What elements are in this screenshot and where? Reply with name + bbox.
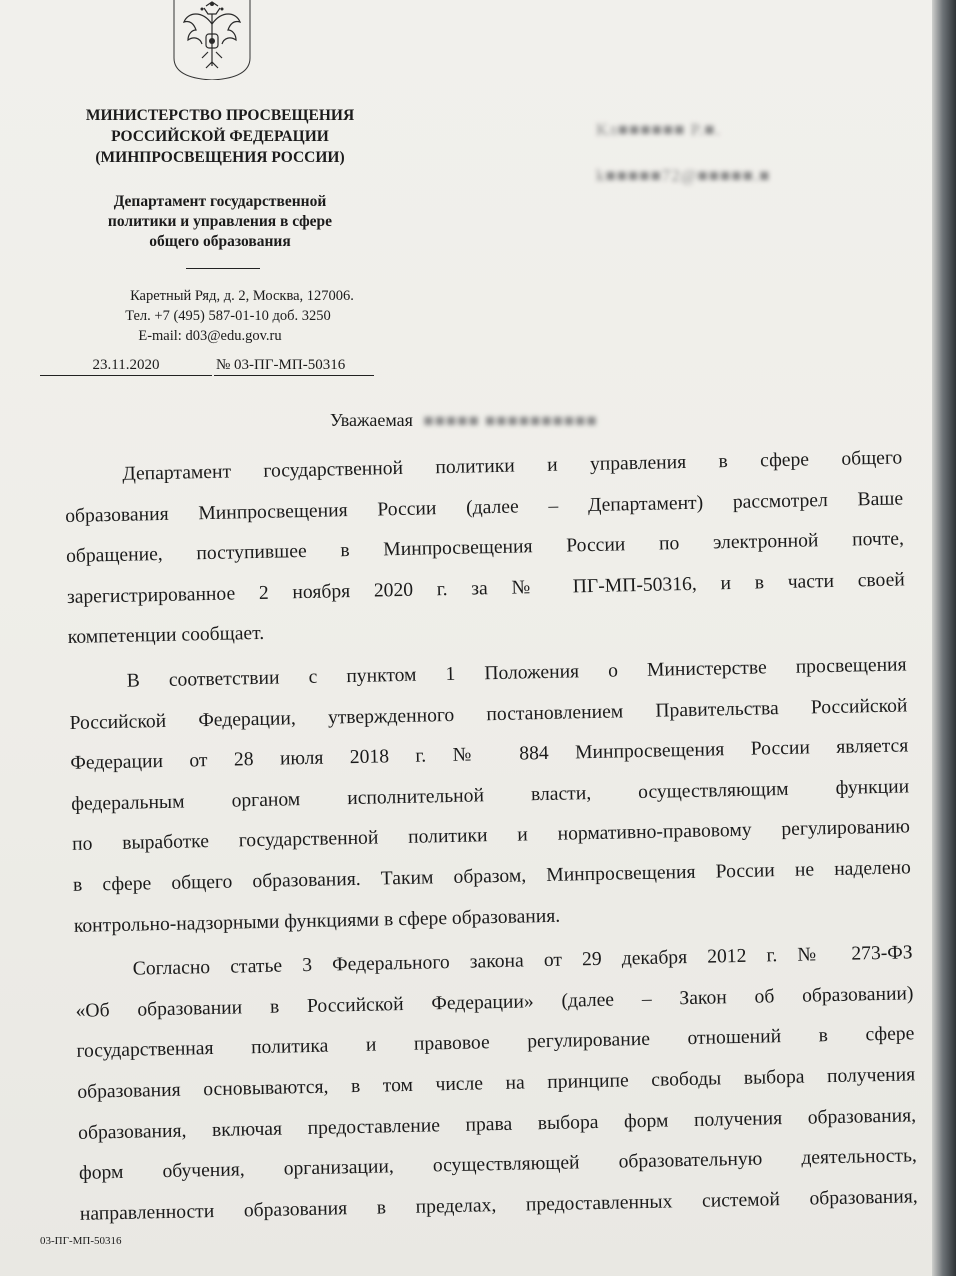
body-line: форм обучения, организации, осуществляющей образовательную деятельность, — [78, 1145, 918, 1184]
document-code: 03-ПГ-МП-50316 — [40, 1235, 122, 1247]
department-line: политики и управления в сфере — [107, 213, 333, 230]
letter-body — [64, 438, 918, 1235]
recipient-email: k■■■■■72@■■■■■.■ — [596, 166, 771, 185]
registration-number: № 03-ПГ-МП-50316 — [214, 357, 374, 376]
body-line: В соответствии с пунктом 1 Положения о Министерстве просвещения — [126, 654, 907, 692]
body-line: зарегистрированное 2 ноября 2020 г. за № ПГ-МП-50316, и в части своей — [66, 569, 905, 608]
ministry-line: РОССИЙСКОЙ ФЕДЕРАЦИИ — [111, 128, 329, 145]
page-shadow-edge — [932, 0, 956, 1276]
greeting — [330, 410, 598, 431]
body-line: компетенции сообщает. — [67, 623, 265, 649]
phone: Тел. +7 (495) 587-01-10 доб. 3250 — [125, 308, 331, 324]
recipient-name: Кл■■■■■■ Р.■. — [596, 120, 721, 139]
body-line: в сфере общего образования. Таким образом, Минпросвещения России не наделено — [72, 857, 912, 896]
body-line: направленности образования в пределах, предоставленных системой образования, — [79, 1185, 918, 1225]
body-line: образования основываются, в том числе на принципе свободы выбора получения — [77, 1064, 916, 1103]
body-line: образования, включая предоставление права выбора форм получения образования, — [77, 1104, 917, 1144]
greeting-prefix: Уважаемая — [330, 410, 413, 430]
department-line: общего образования — [149, 233, 291, 250]
email: E-mail: d03@edu.gov.ru — [138, 328, 282, 344]
department-line: Департамент государственной — [113, 193, 327, 210]
body-line: обращение, поступившее в Минпросвещения России по электронной почте, — [65, 528, 905, 568]
contact-block — [40, 286, 440, 346]
body-line: контрольно-надзорными функциями в сфере образования. — [73, 905, 561, 937]
header-divider — [186, 268, 260, 269]
body-line: образования Минпросвещения России (далее – Департамент) рассмотрел Ваше — [65, 488, 904, 527]
coat-of-arms-icon — [172, 0, 252, 80]
body-line: Российской Федерации, утвержденного постановлением Правительства Российской — [69, 694, 908, 734]
department-name — [40, 192, 400, 252]
body-line: Федерации от 28 июля 2018 г. № 884 Минпросвещения России является — [70, 735, 909, 775]
registration-date: 23.11.2020 — [40, 357, 212, 376]
body-line: государственная политика и правовое регулирование отношений в сфере — [76, 1023, 915, 1063]
greeting-name: ■■■■■ ■■■■■■■■■■ — [423, 411, 598, 430]
ministry-line: МИНИСТЕРСТВО ПРОСВЕЩЕНИЯ — [85, 107, 355, 124]
body-line: «Об образовании в Российской Федерации» (далее – Закон об образовании) — [75, 983, 914, 1022]
ministry-line: (МИНПРОСВЕЩЕНИЯ РОССИИ) — [95, 149, 345, 166]
body-line: Согласно статье 3 Федерального закона от 29 декабря 2012 г. № 273-ФЗ — [132, 942, 913, 980]
body-line: Департамент государственной политики и управления в сфере общего — [122, 447, 903, 485]
ministry-name — [40, 105, 400, 168]
body-line: по выработке государственной политики и нормативно-правовому регулированию — [71, 816, 911, 856]
body-line: федеральным органом исполнительной власти, осуществляющим функции — [71, 776, 910, 815]
address: Каретный Ряд, д. 2, Москва, 127006. — [130, 288, 354, 304]
